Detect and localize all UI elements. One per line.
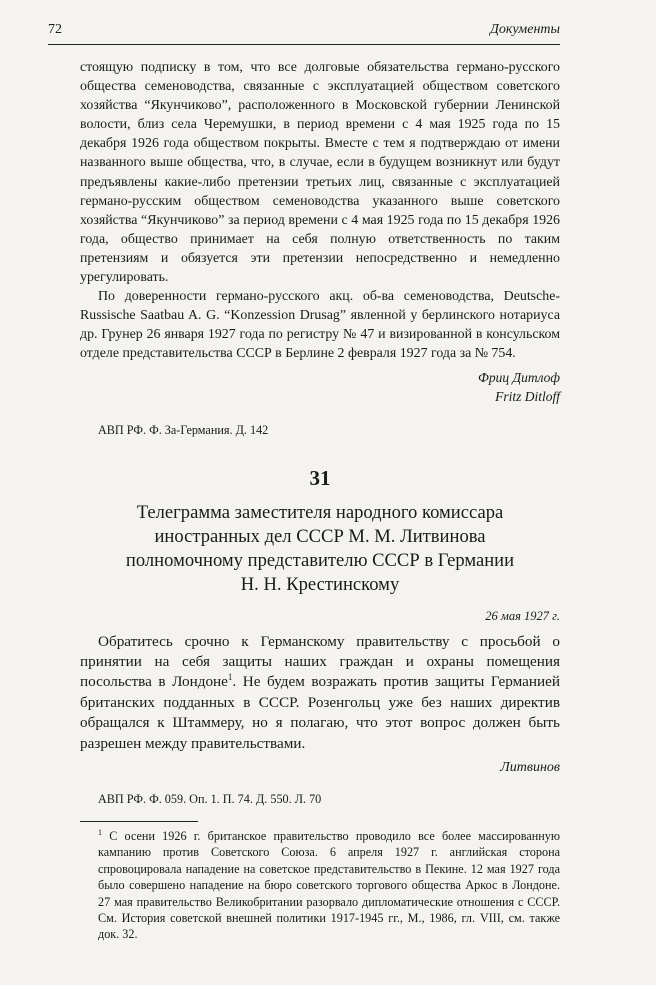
footnote-reference[interactable]: 1 (227, 672, 233, 683)
page-content (80, 58, 560, 943)
telegram-body-part1: Обратитесь срочно к Германскому правительству с просьбой о принятии на себя защиты наших граждан и охраны помещения посольства в Лондоне (80, 632, 560, 691)
document-title-line: иностранных дел СССР М. М. Литвинова (154, 525, 486, 547)
document-title-line: Телеграмма заместителя народного комиссара (136, 501, 504, 523)
document-date: 26 мая 1927 г. (485, 608, 560, 623)
document-title-line: полномочному представителю СССР в Германии (125, 549, 515, 571)
footnote-divider (80, 821, 198, 822)
doc30-archive-source: АВП РФ. Ф. За-Германия. Д. 142 (98, 422, 269, 437)
doc30-signature-ru: Фриц Дитлоф (478, 369, 560, 385)
doc30-paragraph-2: По доверенности германо-русского акц. об-ва семеноводства, Deutsche-Russische Saatbau A. G. “Konzession Drusag” явленной у берлинского нотариуса др. Грунер 26 января 1927 года по регистру № 47 и визированной в консульском отделе представительства СССР в Берлине 2 февраля 1927 года за № 754. (80, 289, 560, 362)
footnote (98, 828, 560, 943)
section-title: Документы (489, 22, 560, 37)
page-number: 72 (48, 22, 62, 37)
doc30-paragraph-1: стоящую подписку в том, что все долговые обязательства германо-русского общества семеноводства, связанные с эксплуатацией обществом советского хозяйства “Якунчиково”, расположенного в Московской губернии Ленинской волости, близ села Черемушки, в период времени с 4 мая 1925 года по 15 декабря 1926 года обществом покрыты. Вместе с тем я подтверждаю от имени названного выше общества, что, в случае, если в будущем возникнут или будут предъявлены какие-либо претензии третьих лиц, связанные с эксплуатацией германо-русским обществом семеноводства указанного выше советского хозяйства “Якунчиково” за период времени с 4 мая 1925 года по 15 декабря 1926 года, общество принимает на себя полную ответственность по таким претензиям и обязуется эти претензии непосредственно и немедленно урегулировать. (80, 60, 560, 286)
telegram-body (80, 632, 560, 754)
document-title (80, 501, 560, 597)
doc31-archive-source: АВП РФ. Ф. 059. Оп. 1. П. 74. Д. 550. Л. 70 (98, 791, 322, 806)
running-header (48, 22, 560, 45)
footnote-text: С осени 1926 г. британское правительство проводило все более массированную кампанию против Советского Союза. 6 апреля 1927 г. английская сторона спровоцировала нападение на советское представительство в Пекине. 12 мая 1927 года было совершено нападение на бюро советского торгового общества Аркос в Лондоне. 27 мая правительство Великобритании разорвало дипломатические отношения с СССР. См. История советской внешней политики 1917-1945 гг., М., 1986, гл. VIII, см. также док. 32. (98, 828, 560, 942)
document-number: 31 (309, 465, 331, 490)
document-title-line: Н. Н. Крестинскому (240, 573, 400, 595)
telegram-body-part2: . Не будем возражать против защиты Германией британских подданных в СССР. Розенгольц уже без наших директив обращался к Штаммеру, но я полагаю, что этот вопрос должен быть разрешен между правительствами. (80, 673, 560, 752)
footnote-marker: 1 (98, 827, 102, 837)
telegram-signature: Литвинов (500, 759, 560, 775)
doc30-signature-de: Fritz Ditloff (495, 388, 560, 404)
